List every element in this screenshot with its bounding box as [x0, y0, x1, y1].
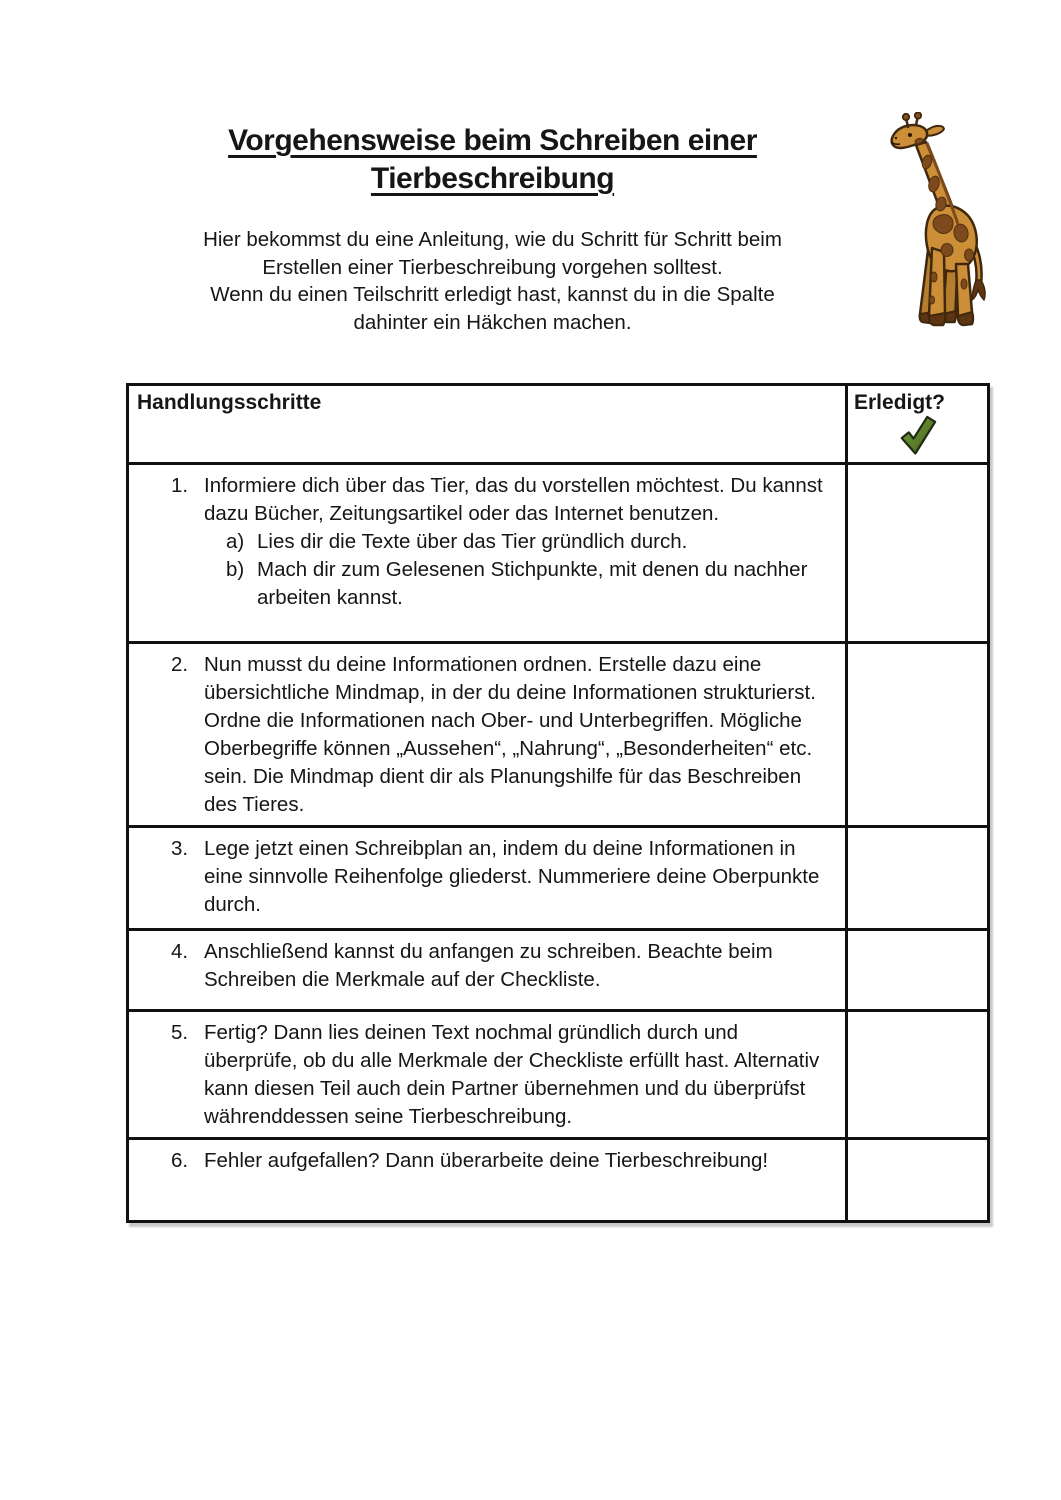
- check-cell: [847, 827, 989, 930]
- step-number: 1.: [171, 474, 189, 497]
- table-row: [128, 464, 989, 643]
- step-text: Fertig? Dann lies deinen Text nochmal gründlich durch und überprüfe, ob du alle Merkmale der Checkliste erfüllt hast. Alternativ kann diesen Teil auch dein Partner übernehmen und du überprüfst währenddessen seine Tierbeschreibung.: [204, 1021, 820, 1128]
- check-cell: [847, 464, 989, 643]
- step-cell: [128, 1139, 847, 1222]
- sub-item-label: b): [226, 558, 245, 581]
- table-row: [128, 930, 989, 1011]
- step-cell: [128, 930, 847, 1011]
- step-number: 2.: [171, 653, 189, 676]
- intro-line: dahinter ein Häkchen machen.: [353, 310, 632, 334]
- steps-column-header: Handlungsschritte: [128, 385, 847, 464]
- step-cell: [128, 827, 847, 930]
- checkmark-icon: [854, 413, 981, 462]
- check-cell: [847, 643, 989, 827]
- intro-line: Erstellen einer Tierbeschreibung vorgehen solltest.: [262, 255, 723, 279]
- step-text: Lege jetzt einen Schreibplan an, indem du deine Informationen in eine sinnvolle Reihenfolge gliederst. Nummeriere deine Oberpunkte durch.: [204, 837, 820, 916]
- step-number: 6.: [171, 1149, 189, 1172]
- table-row: [128, 1139, 989, 1222]
- sub-item-text: Mach dir zum Gelesenen Stichpunkte, mit denen du nachher arbeiten kannst.: [257, 558, 808, 609]
- intro-text: [120, 226, 865, 336]
- sub-item-label: a): [226, 530, 245, 553]
- step-text: Fehler aufgefallen? Dann überarbeite deine Tierbeschreibung!: [204, 1149, 769, 1172]
- step-number: 4.: [171, 940, 189, 963]
- title-line-1: Vorgehensweise beim Schreiben einer: [228, 124, 757, 157]
- done-column-label: Erledigt?: [854, 391, 946, 414]
- table-header-row: [128, 385, 989, 464]
- step-number: 5.: [171, 1021, 189, 1044]
- sub-item-text: Lies dir die Texte über das Tier gründlich durch.: [257, 530, 688, 553]
- step-text: Anschließend kannst du anfangen zu schreiben. Beachte beim Schreiben die Merkmale auf der Checkliste.: [204, 940, 773, 991]
- step-cell: [128, 464, 847, 643]
- steps-table-body: [128, 464, 989, 1222]
- page-title: [120, 122, 865, 198]
- step-number: 3.: [171, 837, 189, 860]
- step-cell: [128, 643, 847, 827]
- title-line-2: Tierbeschreibung: [370, 162, 615, 195]
- intro-line: Wenn du einen Teilschritt erledigt hast, kannst du in die Spalte: [210, 283, 775, 306]
- table-row: [128, 827, 989, 930]
- table-row: [128, 1011, 989, 1139]
- sub-item: [226, 528, 831, 556]
- done-column-header: [847, 385, 989, 464]
- step-text: Informiere dich über das Tier, das du vorstellen möchtest. Du kannst dazu Bücher, Zeitungsartikel oder das Internet benutzen.: [204, 474, 823, 525]
- sub-item: [226, 556, 831, 612]
- check-cell: [847, 1011, 989, 1139]
- intro-line: Hier bekommst du eine Anleitung, wie du Schritt für Schritt beim: [203, 228, 782, 251]
- giraffe-icon: [886, 112, 994, 352]
- table-row: [128, 643, 989, 827]
- check-cell: [847, 930, 989, 1011]
- check-cell: [847, 1139, 989, 1222]
- step-cell: [128, 1011, 847, 1139]
- step-text: Nun musst du deine Informationen ordnen. Erstelle dazu eine übersichtliche Mindmap, in der du deine Informationen strukturierst. Ordne die Informationen nach Ober- und Unterbegriffen. Mögliche Oberbegriffe können „Aussehen“, „Nahrung“, „Besonderheiten“ etc. sein. Die Mindmap dient dir als Planungshilfe für das Beschreiben des Tieres.: [204, 653, 816, 816]
- steps-table: [126, 383, 990, 1223]
